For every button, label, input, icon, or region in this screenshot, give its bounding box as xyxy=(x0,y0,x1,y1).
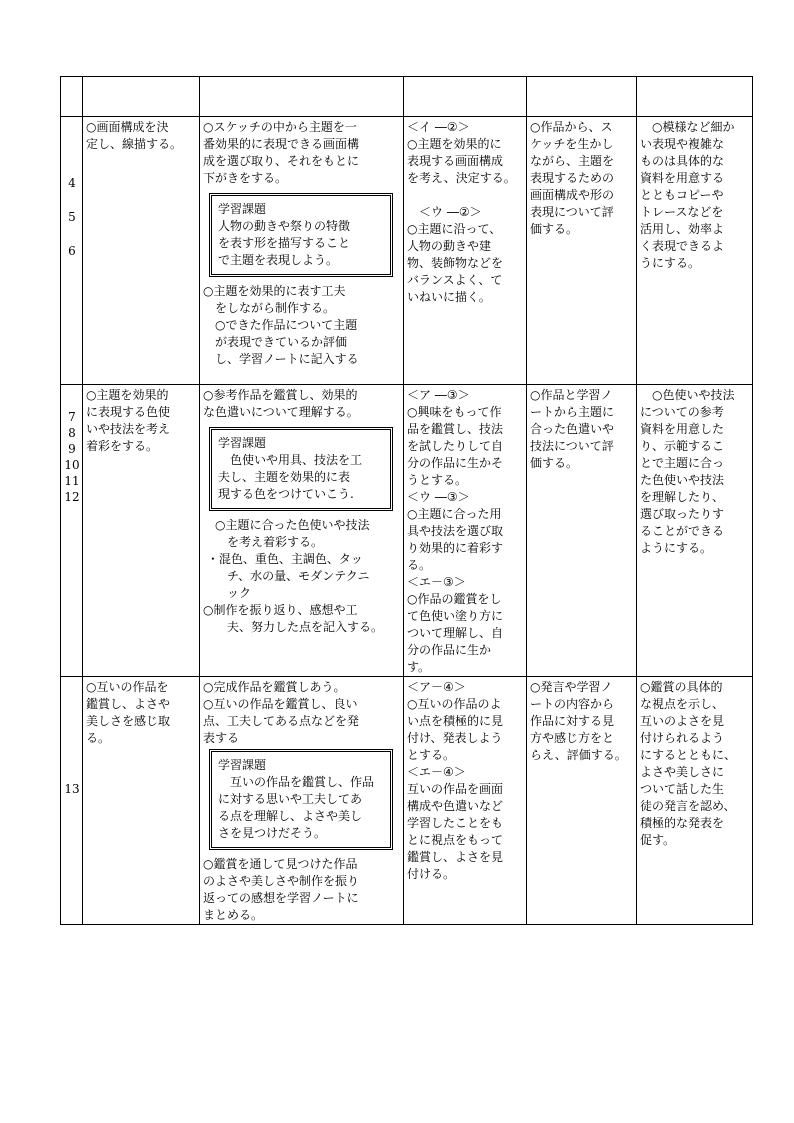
teacher-activity-text: ○主題を効果的に表す工夫 をしながら制作する。 ○できた作品について主題 が表現できているか評価 し、学習ノートに記入する xyxy=(203,284,359,366)
learning-task-box: 学習課題 互いの作品を鑑賞し、作品 に対する思いや工夫してあ る点を理解し、よさや美し さを見つけだそう。 xyxy=(209,749,393,850)
teacher-support-cell xyxy=(200,385,404,677)
teacher-activity-text: ○参考作品を鑑賞し、効果的 な色遣いについて理解する。 xyxy=(203,388,359,419)
teacher-support-cell xyxy=(200,677,404,925)
student-activity-cell xyxy=(83,385,200,677)
lesson-number: 6 xyxy=(68,244,76,258)
support-text: ○模様など細か い表現や複雑な ものは具体的な 資料を用意する とともコピーや トレースなどを 活用し、効率よ く表現できるよ うにする。 xyxy=(640,120,735,270)
table-row xyxy=(61,677,753,925)
lesson-number: 4 xyxy=(68,176,76,190)
learning-task-box: 学習課題 色使いや用具、技法を工 夫し、主題を効果的に表 現する色をつけていこう. xyxy=(209,427,393,511)
teacher-support-cell xyxy=(200,77,404,117)
teacher-activity-text: ○スケッチの中から主題を一 番効果的に表現できる画面構 成を選び取り、それをもとに 下がきをする。 xyxy=(203,120,360,185)
evaluation-point-cell xyxy=(404,385,527,677)
lesson-number: 12 xyxy=(64,490,80,504)
evaluation-point-cell xyxy=(404,117,527,385)
evaluation-method-text: ○作品と学習ノ ートから主題に 合った色遣いや 技法について評 価する。 xyxy=(530,388,615,470)
lesson-plan-table xyxy=(60,76,753,925)
lesson-number: 13 xyxy=(64,782,80,796)
support-cell xyxy=(637,385,753,677)
evaluation-point-text: ＜ア ―③＞ ○興味をもって作 品を鑑賞し、技法 を試したりして自 分の作品に生かそ うとする。 ＜ウ ―③＞ ○主題に合った用 具や技法を選び取 り効果的に着彩す る。 ＜エ－③＞ ○作品の鑑賞をし て色使い塗り方に ついて理解し、自 分の作品に生か す。 xyxy=(407,388,504,674)
table-row xyxy=(61,385,753,677)
evaluation-point-cell xyxy=(404,77,527,117)
lesson-number: 7 xyxy=(68,410,76,424)
support-cell xyxy=(637,77,753,117)
support-text: ○鑑賞の具体的 な視点を示し、 互いのよさを見 付けられるよう にするとともに、 よさや美しさに ついて話した生 徒の発言を認め、 積極的な発表を 促す。 xyxy=(640,680,737,847)
lesson-number: 11 xyxy=(64,474,80,488)
evaluation-point-text: ＜イ ―②＞ ○主題を効果的に 表現する画面構成 を考え、決定する。 ＜ウ ―②＞ ○主題に沿って、 人物の動きや建 物、装飾物などを バランスよく、て いねいに描く。 xyxy=(407,120,516,304)
teacher-activity-text: ○鑑賞を通して見つけた作品 のよさや美しさや制作を振り 返っての感想を学習ノートに まとめる。 xyxy=(203,857,360,922)
evaluation-point-text: ＜ア－④＞ ○互いの作品のよ い点を積極的に見 付け、発表しよう とする。 ＜エ－④＞ 互いの作品を画面 構成や色遣いなど 学習したことをも とに視点をもって 鑑賞し、よさを見 付ける。 xyxy=(407,680,504,881)
lesson-number: 8 xyxy=(68,426,76,440)
teacher-activity-text: ○完成作品を鑑賞しあう。 ○互いの作品を鑑賞し、良い 点、工夫してある点などを発 表する xyxy=(203,680,360,745)
lesson-number-cell xyxy=(61,117,83,385)
table-row xyxy=(61,117,753,385)
evaluation-method-cell xyxy=(527,677,637,925)
lesson-number-cell xyxy=(61,77,83,117)
lesson-number: 9 xyxy=(68,442,76,456)
evaluation-method-cell xyxy=(527,385,637,677)
student-activity-cell xyxy=(83,77,200,117)
teacher-support-cell xyxy=(200,117,404,385)
support-text: ○色使いや技法 についての参考 資料を用意した り、示範するこ とで主題に合っ た色使いや技法 を理解したり、 選び取ったりす ることができる ようにする。 xyxy=(640,388,735,555)
student-activity-text: ○画面構成を決 定し、線描する。 xyxy=(86,120,183,151)
learning-task-box: 学習課題 人物の動きや祭りの特徴 を表す形を描写すること で主題を表現しよう。 xyxy=(209,193,393,277)
student-activity-cell xyxy=(83,117,200,385)
evaluation-method-cell xyxy=(527,77,637,117)
lesson-number: 10 xyxy=(64,458,80,472)
evaluation-method-cell xyxy=(527,117,637,385)
evaluation-method-text: ○作品から、ス ケッチを生かし ながら、主題を 表現するための 画面構成や形の 表現について評 価する。 xyxy=(530,120,615,236)
student-activity-cell xyxy=(83,677,200,925)
evaluation-point-cell xyxy=(404,677,527,925)
student-activity-text: ○互いの作品を 鑑賞し、よさや 美しさを感じ取 る。 xyxy=(86,680,171,745)
student-activity-text: ○主題を効果的 に表現する色使 いや技法を考え 着彩をする。 xyxy=(86,388,171,453)
support-cell xyxy=(637,677,753,925)
teacher-activity-text: ○主題に合った色使いや技法 を考え着彩する。 ・混色、重色、主調色、タッ チ、水の量、モダンテクニ ック ○制作を振り返り、感想や工 夫、努力した点を記入する。 xyxy=(203,518,384,634)
lesson-number: 5 xyxy=(68,210,76,224)
evaluation-method-text: ○発言や学習ノ ートの内容から 作品に対する見 方や感じ方をと らえ、評価する。 xyxy=(530,680,627,762)
lesson-number-cell xyxy=(61,385,83,677)
lesson-number-cell xyxy=(61,677,83,925)
table-row-continuation xyxy=(61,77,753,117)
support-cell xyxy=(637,117,753,385)
